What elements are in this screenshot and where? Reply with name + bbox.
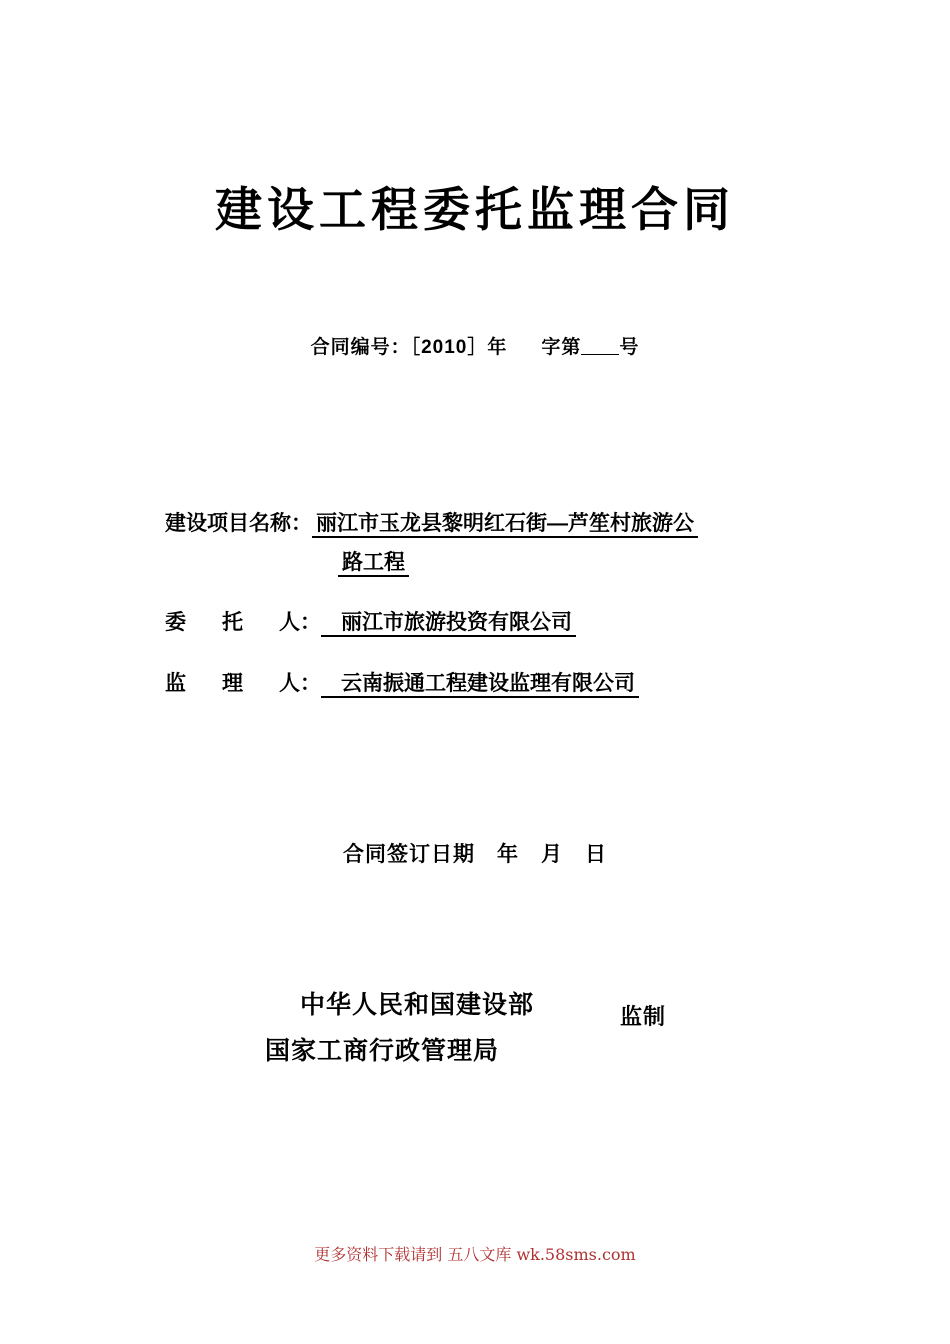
- issuer-seal-label: 监制: [620, 1004, 667, 1029]
- page-title: 建设工程委托监理合同: [215, 183, 735, 236]
- issuer-block: [0, 985, 950, 1067]
- supervisor-label-part2: 理: [222, 671, 243, 695]
- contract-number-line: [0, 332, 950, 359]
- project-name-value-line2[interactable]: 路工程: [338, 551, 409, 577]
- contract-fields: [0, 508, 950, 700]
- contract-number-blank[interactable]: [581, 354, 619, 355]
- contract-number-bracket-open: ［: [410, 337, 422, 358]
- supervisor-row: [0, 668, 950, 701]
- client-label-part2: 托: [222, 611, 243, 635]
- footer-watermark: 更多资料下载请到 五八文库 wk.58sms.com: [314, 1245, 636, 1264]
- contract-number-label: 合同编号：: [310, 337, 411, 358]
- issuer-line-2: 国家工商行政管理局: [265, 1037, 500, 1065]
- client-value[interactable]: 丽江市旅游投资有限公司: [321, 611, 576, 637]
- contract-number-bracket-close: ］年: [467, 337, 508, 358]
- signing-date-month[interactable]: 月: [541, 843, 563, 866]
- project-name-value[interactable]: 丽江市玉龙县黎明红石街—芦笙村旅游公: [312, 512, 698, 538]
- project-name-row-continued: [0, 547, 950, 580]
- client-label-part3: 人：: [279, 611, 321, 635]
- contract-number-year: 2010: [421, 337, 468, 358]
- signing-date-year[interactable]: 年: [497, 843, 519, 866]
- signing-date-label: 合同签订日期: [343, 843, 475, 866]
- signing-date-row: [0, 838, 950, 868]
- supervisor-value[interactable]: 云南振通工程建设监理有限公司: [321, 672, 639, 698]
- issuer-line-1: 中华人民和国建设部: [300, 991, 535, 1019]
- project-name-row: [0, 508, 950, 541]
- supervisor-label-part1: 监: [165, 671, 186, 695]
- project-name-label: 建设项目名称：: [165, 512, 312, 535]
- contract-number-word-prefix: 字第: [541, 337, 582, 358]
- signing-date-day[interactable]: 日: [585, 843, 607, 866]
- contract-number-word-suffix: 号: [619, 337, 640, 358]
- client-row: [0, 607, 950, 640]
- supervisor-label-part3: 人：: [279, 671, 321, 695]
- client-label-part1: 委: [165, 611, 186, 635]
